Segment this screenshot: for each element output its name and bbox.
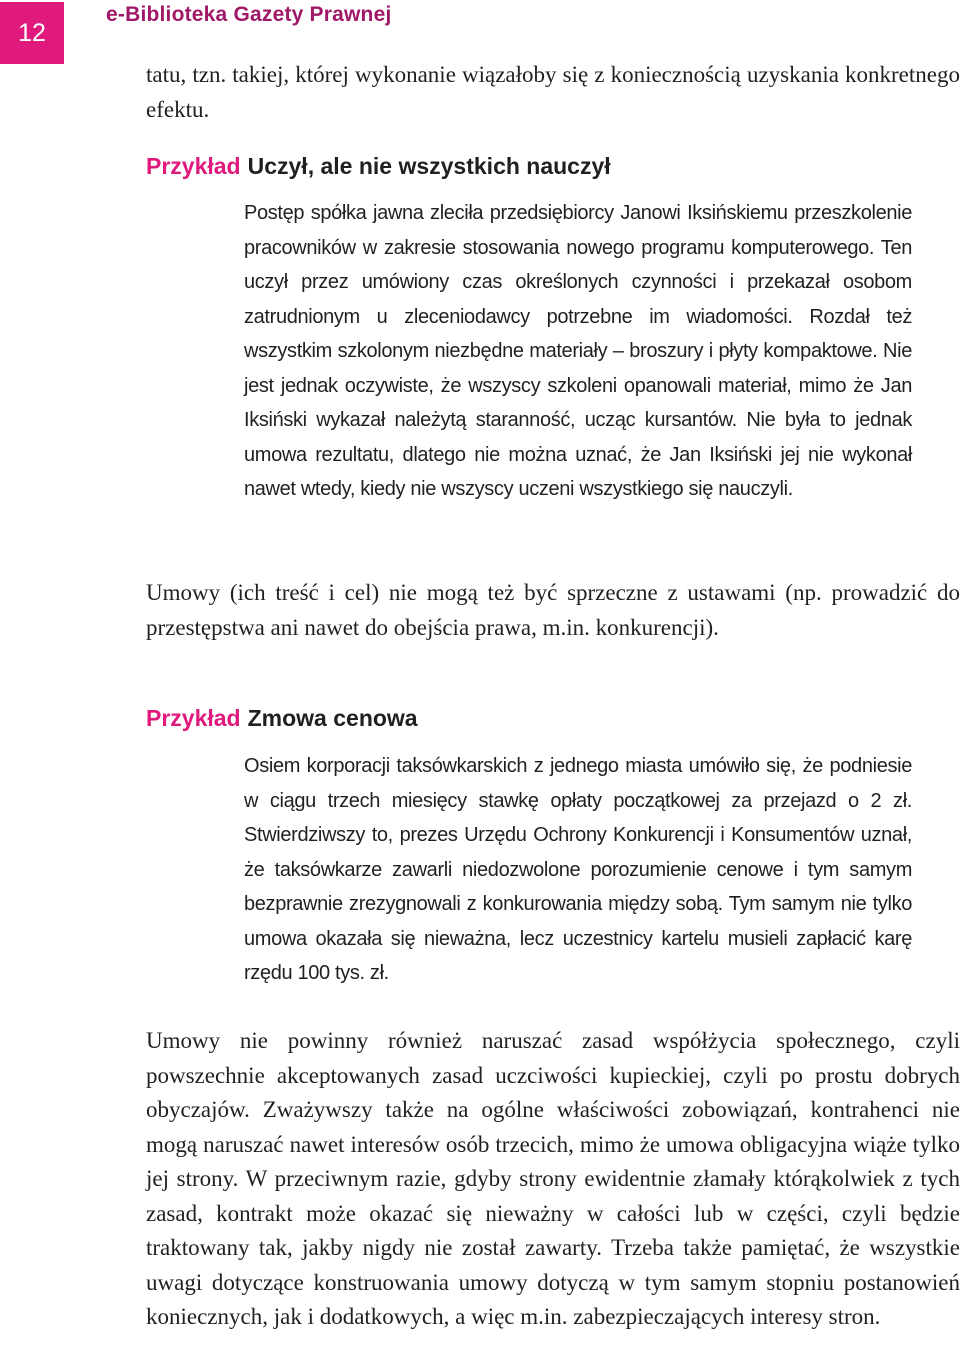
paragraph-2 bbox=[146, 576, 960, 645]
example1-label: Przykład bbox=[146, 153, 241, 179]
example2-title: Zmowa cenowa bbox=[247, 705, 418, 731]
intro-paragraph bbox=[146, 58, 960, 127]
example2-body: Osiem korporacji taksówkarskich z jednego miasta umówiło się, że podniesie w ciągu trzech miesięcy stawkę opłaty początkowej za przejazd o 2 zł. Stwierdziwszy to, prezes Urzędu Ochrony Konkurencji i Konsumentów uznał, że taksówkarze zawarli niedozwolone porozumienie cenowe i tym samym bezprawnie zrezygnowali z konkurowania między sobą. Tym samym nie tylko umowa okazała się nieważna, lecz uczestnicy kartelu musieli zapłacić karę rzędu 100 tys. zł. bbox=[244, 755, 912, 984]
example1-body: Postęp spółka jawna zleciła przedsiębiorcy Janowi Iksińskiemu przeszkolenie pracowników w zakresie stosowania nowego programu komputerowego. Ten uczył przez umówiony czas określonych czynności i przekazał osobom zatrudnionym u zleceniodawcy potrzebne im wiadomości. Rozdał też wszystkim szkolonym niezbędne materiały – broszury i płyty kompaktowe. Nie jest jednak oczywiste, że wszyscy szkoleni opanowali materiał, mimo że Jan Iksiński wykazał należytą staranność, ucząc kursantów. Nie była to jednak umowa rezultatu, dlatego nie można uznać, że Jan Iksiński jej nie wykonał nawet wtedy, kiedy nie wszyscy uczeni wszystkiego się nauczyli. bbox=[244, 202, 912, 500]
paragraph-2-text: Umowy (ich treść i cel) nie mogą też być sprzeczne z ustawami (np. prowadzić do przestępstwa ani nawet do obejścia prawa, m.in. konkurencji). bbox=[146, 580, 960, 640]
page-number: 12 bbox=[18, 18, 46, 47]
example2-heading bbox=[146, 705, 418, 732]
example1-title: Uczył, ale nie wszystkich nauczył bbox=[247, 153, 611, 179]
example2-label: Przykład bbox=[146, 705, 241, 731]
paragraph-3 bbox=[146, 1024, 960, 1335]
publication-title: e-Biblioteka Gazety Prawnej bbox=[106, 3, 392, 26]
paragraph-3-text: Umowy nie powinny również naruszać zasad współżycia społecznego, czyli powszechnie akceptowanych zasad uczciwości kupieckiej, czyli po prostu dobrych obyczajów. Zważywszy także na ogólne właściwości zobowiązań, kontrahenci nie mogą naruszać nawet interesów osób trzecich, mimo że umowa obligacyjna wiąże tylko jej strony. W przeciwnym razie, gdyby strony ewidentnie złamały którąkolwiek z tych zasad, kontrakt może okazać się nieważny w całości lub w części, czyli będzie traktowany tak, jakby nigdy nie został zawarty. Trzeba także pamiętać, że wszystkie uwagi dotyczące konstruowania umowy dotyczą w tym samym stopniu postanowień koniecznych, jak i dodatkowych, a więc m.in. zabezpieczających interesy stron. bbox=[146, 1028, 960, 1329]
intro-paragraph-text: tatu, tzn. takiej, której wykonanie wiązałoby się z koniecznością uzyskania konkretnego efektu. bbox=[146, 62, 960, 122]
page-number-badge bbox=[0, 2, 64, 64]
example1-heading bbox=[146, 153, 611, 180]
